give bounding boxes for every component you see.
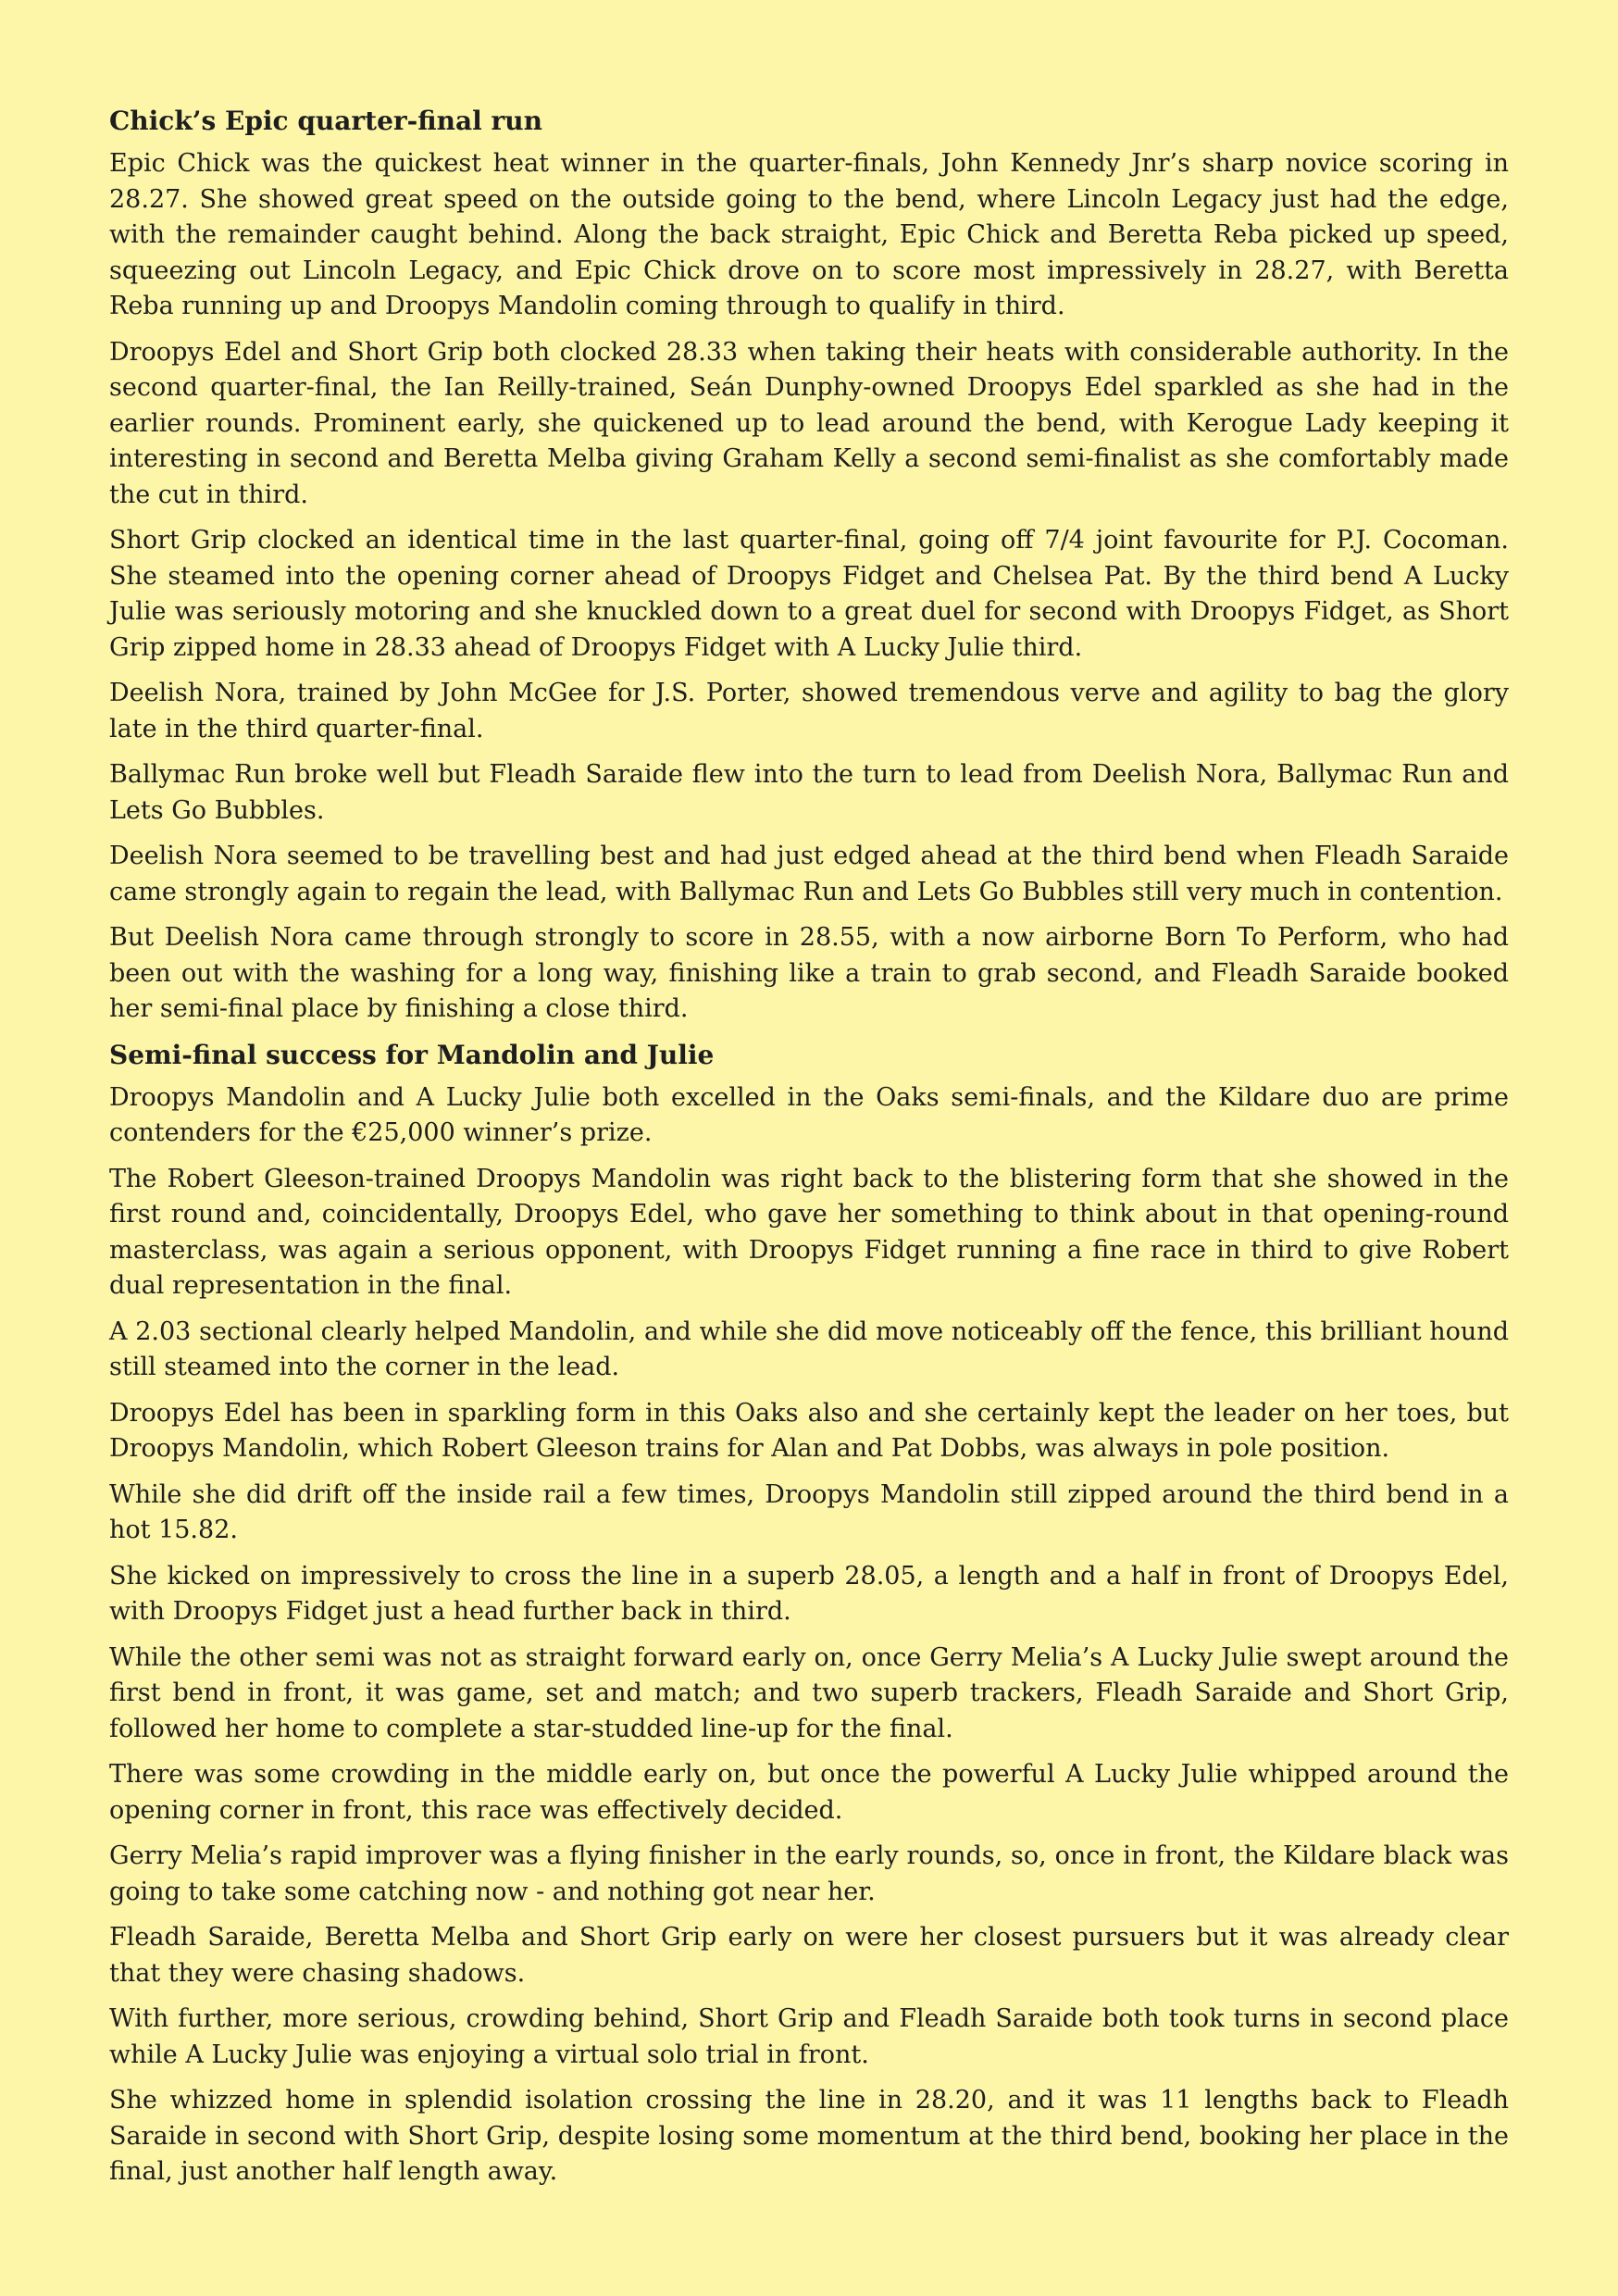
paragraph: Ballymac Run broke well but Fleadh Saraide flew into the turn to lead from Deelish Nora, Ballymac Run and Lets Go Bubbles. [109, 760, 1509, 825]
section-heading-semi-final: Semi-final success for Mandolin and Julie [109, 1039, 715, 1070]
paragraph: Deelish Nora, trained by John McGee for J.S. Porter, showed tremendous verve and agility to bag the glory late in the third quarter-final. [109, 679, 1509, 743]
paragraph: Droopys Edel has been in sparkling form in this Oaks also and she certainly kept the leader on her toes, but Droopys Mandolin, which Robert Gleeson trains for Alan and Pat Dobbs, was always in pole position. [109, 1398, 1509, 1463]
paragraph: Epic Chick was the quickest heat winner in the quarter-finals, John Kennedy Jnr’s sharp novice scoring in 28.27. She showed great speed on the outside going to the bend, where Lincoln Legacy just had the edge, with the remainder caught behind. Along the back straight, Epic Chick and Beretta Reba picked up speed, squeezing out Lincoln Legacy, and Epic Chick drove on to score most impressively in 28.27, with Beretta Reba running up and Droopys Mandolin coming through to qualify in third. [109, 149, 1509, 320]
paragraph: While the other semi was not as straight forward early on, once Gerry Melia’s A Lucky Julie swept around the first bend in front, it was game, set and match; and two superb trackers, Fleadh Saraide and Short Grip, followed her home to complete a star-studded line-up for the final. [109, 1642, 1509, 1743]
paragraph: A 2.03 sectional clearly helped Mandolin, and while she did move noticeably off the fence, this brilliant hound still steamed into the corner in the lead. [109, 1316, 1509, 1381]
paragraph: Short Grip clocked an identical time in the last quarter-final, going off 7/4 joint favourite for P.J. Cocoman. She steamed into the opening corner ahead of Droopys Fidget and Chelsea Pat. By the third bend A Lucky Julie was seriously motoring and she knuckled down to a great duel for second with Droopys Fidget, as Short Grip zipped home in 28.33 ahead of Droopys Fidget with A Lucky Julie third. [109, 526, 1509, 662]
paragraph: Deelish Nora seemed to be travelling best and had just edged ahead at the third bend when Fleadh Saraide came strongly again to regain the lead, with Ballymac Run and Lets Go Bubbles still very much in contention. [109, 842, 1509, 906]
paragraph: The Robert Gleeson-trained Droopys Mandolin was right back to the blistering form that she showed in the first round and, coincidentally, Droopys Edel, who gave her something to think about in that opening-round masterclass, was again a serious opponent, with Droopys Fidget running a fine race in third to give Robert dual representation in the final. [109, 1164, 1509, 1300]
paragraph: Droopys Mandolin and A Lucky Julie both excelled in the Oaks semi-finals, and the Kildare duo are prime contenders for the €25,000 winner’s prize. [109, 1082, 1509, 1147]
section-heading-quarter-final: Chick’s Epic quarter-final run [109, 106, 543, 136]
paragraph: She kicked on impressively to cross the line in a superb 28.05, a length and a half in front of Droopys Edel, with Droopys Fidget just a head further back in third. [109, 1561, 1509, 1626]
paragraph: There was some crowding in the middle early on, but once the powerful A Lucky Julie whipped around the opening corner in front, this race was effectively decided. [109, 1760, 1509, 1825]
paragraph: While she did drift off the inside rail a few times, Droopys Mandolin still zipped around the third bend in a hot 15.82. [109, 1479, 1509, 1544]
article-column [109, 104, 1509, 2201]
paragraph: But Deelish Nora came through strongly to score in 28.55, with a now airborne Born To Perform, who had been out with the washing for a long way, finishing like a train to grab second, and Fleadh Saraide booked her semi-final place by finishing a close third. [109, 923, 1509, 1023]
paragraph: Gerry Melia’s rapid improver was a flying finisher in the early rounds, so, once in front, the Kildare black was going to take some catching now - and nothing got near her. [109, 1841, 1509, 1906]
paragraph: Droopys Edel and Short Grip both clocked 28.33 when taking their heats with considerable authority. In the second quarter-final, the Ian Reilly-trained, Seán Dunphy-owned Droopys Edel sparkled as she had in the earlier rounds. Prominent early, she quickened up to lead around the bend, with Kerogue Lady keeping it interesting in second and Beretta Melba giving Graham Kelly a second semi-finalist as she comfortably made the cut in third. [109, 337, 1509, 509]
paragraph: Fleadh Saraide, Beretta Melba and Short Grip early on were her closest pursuers but it was already clear that they were chasing shadows. [109, 1923, 1509, 1988]
paragraph: With further, more serious, crowding behind, Short Grip and Fleadh Saraide both took turns in second place while A Lucky Julie was enjoying a virtual solo trial in front. [109, 2004, 1509, 2069]
paragraph: She whizzed home in splendid isolation crossing the line in 28.20, and it was 11 lengths back to Fleadh Saraide in second with Short Grip, despite losing some momentum at the third bend, booking her place in the final, just another half length away. [109, 2086, 1509, 2186]
